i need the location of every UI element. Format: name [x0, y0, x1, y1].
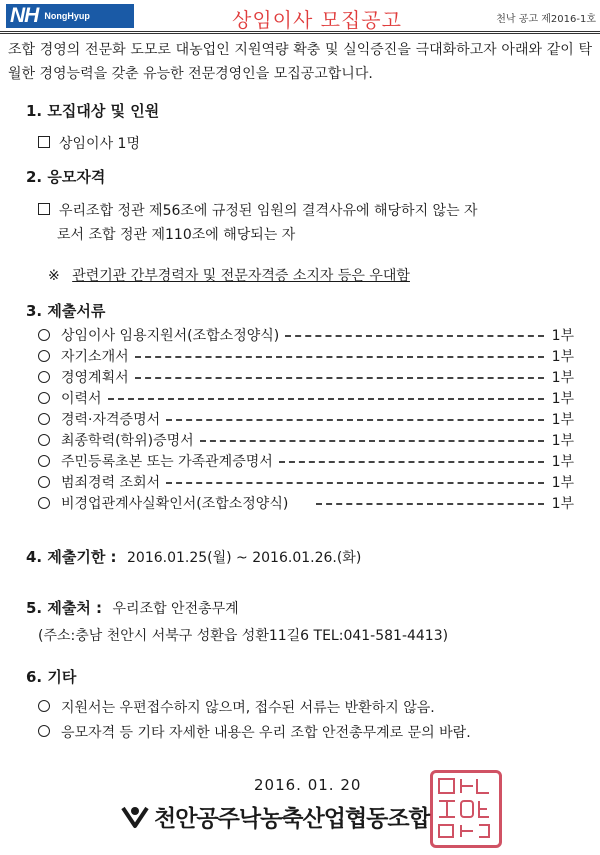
document-number: 천낙 공고 제2016-1호 — [496, 14, 596, 25]
section-2-item-line2: 로서 조합 정관 제110조에 해당되는 자 — [57, 227, 296, 243]
circle-bullet-icon — [38, 329, 50, 341]
section-2-heading: 2. 응모자격 — [26, 168, 106, 186]
document-item: 주민등록초본 또는 가족관계증명서 1부 — [38, 451, 574, 471]
announcement-date: 2016. 01. 20 — [254, 776, 362, 794]
section-1-heading: 1. 모집대상 및 인원 — [26, 102, 160, 120]
circle-bullet-icon — [38, 371, 50, 383]
section-1-item-text: 상임이사 1명 — [59, 136, 140, 152]
note-mark: ※ — [48, 268, 60, 284]
section-2-note — [48, 265, 410, 285]
page-title: 상임이사 모집공고 — [232, 8, 402, 32]
circle-bullet-icon — [38, 392, 50, 404]
cooperative-emblem-icon — [120, 804, 150, 830]
section-3-heading: 3. 제출서류 — [26, 302, 106, 320]
section-2-item-line1 — [38, 200, 478, 220]
document-item: 비경업관계사실확인서(조합소정양식) 1부 — [38, 493, 574, 513]
circle-bullet-icon — [38, 700, 50, 712]
circle-bullet-icon — [38, 497, 50, 509]
logo-text: NH — [10, 4, 39, 27]
document-item: 경력·자격증명서 1부 — [38, 409, 574, 429]
document-item: 상임이사 임용지원서(조합소정양식) 1부 — [38, 325, 574, 345]
circle-bullet-icon — [38, 434, 50, 446]
logo-subtext: NongHyup — [44, 11, 90, 21]
circle-bullet-icon — [38, 455, 50, 467]
etc-item: 응모자격 등 기타 자세한 내용은 우리 조합 안전총무계로 문의 바람. — [38, 722, 471, 742]
checkbox-square-icon — [38, 203, 50, 215]
checkbox-square-icon — [38, 136, 50, 148]
circle-bullet-icon — [38, 725, 50, 737]
circle-bullet-icon — [38, 350, 50, 362]
deadline-value: 2016.01.25(월) ~ 2016.01.26.(화) — [127, 550, 362, 566]
header-divider-2 — [0, 33, 600, 34]
circle-bullet-icon — [38, 413, 50, 425]
header-divider — [0, 31, 600, 32]
address-line: (주소:충남 천안시 서북구 성환읍 성환11길6 TEL:041-581-4413) — [38, 628, 449, 644]
seal-glyphs-icon — [433, 773, 499, 845]
section-4-heading: 4. 제출기한 : — [26, 548, 117, 566]
section-5 — [26, 597, 239, 618]
nh-logo — [6, 4, 134, 28]
section-2-item-text: 우리조합 정관 제56조에 규정된 임원의 결격사유에 해당하지 않는 자 — [59, 203, 478, 219]
document-item: 자기소개서 1부 — [38, 346, 574, 366]
note-text: 관련기관 간부경력자 및 전문자격증 소지자 등은 우대함 — [72, 268, 410, 284]
section-5-heading: 5. 제출처 : — [26, 599, 103, 617]
organization-name: 천안공주낙농축산업협동조합 — [120, 800, 430, 833]
section-6-heading: 6. 기타 — [26, 668, 77, 686]
document-item: 이력서 1부 — [38, 388, 574, 408]
official-seal — [430, 770, 502, 848]
etc-item: 지원서는 우편접수하지 않으며, 접수된 서류는 반환하지 않음. — [38, 697, 435, 717]
document-item: 최종학력(학위)증명서 1부 — [38, 430, 574, 450]
section-4 — [26, 546, 361, 567]
document-item: 범죄경력 조회서 1부 — [38, 472, 574, 492]
section-1-item — [38, 133, 140, 153]
document-item: 경영계획서 1부 — [38, 367, 574, 387]
circle-bullet-icon — [38, 476, 50, 488]
intro-paragraph: 조합 경영의 전문화 도모로 대농업인 지원역량 확충 및 실익증진을 극대화하고자 아래와 같이 탁월한 경영능력을 갖춘 유능한 전문경영인을 모집공고합니다. — [8, 42, 592, 82]
submission-place: 우리조합 안전총무계 — [112, 601, 239, 617]
